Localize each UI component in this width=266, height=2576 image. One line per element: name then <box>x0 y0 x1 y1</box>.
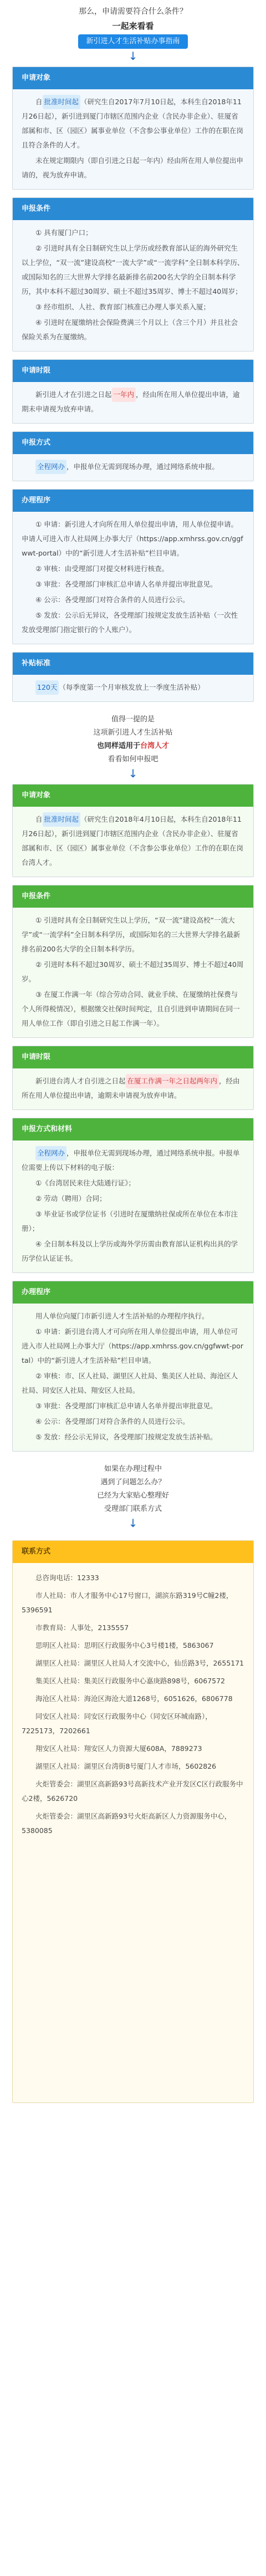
section-apply-target <box>12 67 254 190</box>
mid-line-4: 看看如何申报吧 <box>108 755 158 763</box>
contact-body <box>13 1563 253 2103</box>
contact-line: 海沧区人社局：海沧区海沧大道1268号，6051626，6806778 <box>35 1694 233 1703</box>
section-body <box>13 1141 253 1272</box>
paragraph <box>22 913 244 956</box>
paragraph <box>22 1207 244 1236</box>
text-segment: 用人单位向厦门市新引进人才生活补贴的办理程序执行。 <box>35 1312 209 1320</box>
paragraph <box>22 1176 244 1190</box>
section-body <box>13 1304 253 1451</box>
text-segment: ② 引进时具有全日制研究生以上学历或经教育部认证的海外研究生以上学位，“双一流”建设高校“一流大学”或“一流学科”全日制本科学历、或国际知名的三大世界大学排名最新排名前200名大学的全日制本科学历，其中本科不超过30周岁、硕士不超过35周岁、博士不超过40周岁； <box>22 244 244 296</box>
text-segment: ② 劳动（聘用）合同； <box>35 1194 106 1203</box>
paragraph <box>22 812 244 870</box>
bottom-line-4: 受理部门联系方式 <box>104 1505 162 1513</box>
section-tw-apply-target <box>12 784 254 877</box>
paragraph <box>22 958 244 986</box>
highlight-red-text: 一年内 <box>112 388 136 402</box>
text-segment: ② 审核：市、区人社局、湖里区人社局、集美区人社局、海沧区人社局、同安区人社局、翔安区人社局。 <box>22 1372 238 1394</box>
paragraph <box>22 1192 244 1206</box>
paragraph <box>22 241 244 299</box>
text-segment: ，经由所在用人单位提出申请，逾期未申请视为放弃申请。 <box>22 1077 240 1099</box>
paragraph <box>22 1399 244 1413</box>
paragraph <box>22 300 244 314</box>
mid-line-2: 这项新引进人才生活补贴 <box>93 729 173 737</box>
section-body <box>13 89 253 189</box>
text-segment: ④ 引进时在厦缴纳社会保险费满三个月以上（含三个月）并且社会保险关系为在厦缴纳。 <box>22 318 238 341</box>
paragraph <box>22 517 244 561</box>
highlight-text: 120天 <box>35 680 59 695</box>
contact-line: 火炬管委会：湖里区高新路93号火炬高新区人力资源服务中心，5380085 <box>22 1812 232 1835</box>
text-segment: ④ 全日制本科及以上学历或海外学历需由教育部认证机构出具的学历学位认证证书。 <box>22 1240 238 1262</box>
paragraph <box>22 1369 244 1398</box>
section-title: 联系方式 <box>13 1541 253 1563</box>
text-segment: ，申报单位无需到现场办理，通过网络系统申报。 <box>66 462 219 471</box>
text-segment: ④ 公示：各受理部门对符合条件的人员进行公示。 <box>35 595 190 604</box>
section-body <box>13 512 253 644</box>
intro-look: 一起来看看 <box>112 21 154 31</box>
text-segment: 自 <box>35 98 43 106</box>
text-segment: ① 申请：新引进人才向所在用人单位提出申请，用人单位提申请。申请人可进入市人社局网上办事大厅（https://app.xmhrss.gov.cn/ggfwwt-portal）中的“新引进人才生活补贴”栏目申请。 <box>22 520 243 557</box>
section-body <box>13 454 253 481</box>
paragraph <box>22 562 244 576</box>
intro-question: 那么，申请需要符合什么条件？ <box>79 7 187 16</box>
text-segment: ② 引进时本科不超过30周岁、硕士不超过35周岁、博士不超过40周岁。 <box>22 960 244 983</box>
paragraph <box>22 1309 244 1323</box>
paragraph <box>22 315 244 344</box>
paragraph <box>22 1430 244 1444</box>
paragraph <box>22 577 244 592</box>
text-segment: ，经由所在用人单位提出申请，逾期未申请视为放弃申请。 <box>22 390 240 413</box>
paragraph <box>22 95 244 152</box>
contact-line: 火炬管委会：湖里区高新路93号高新技术产业开发区C区行政服务中心2楼，5626720 <box>22 1780 243 1803</box>
text-segment: （每季度第一个月审核发放上一季度生活补贴） <box>59 683 204 691</box>
section-method <box>12 431 254 481</box>
section-body <box>13 220 253 351</box>
paragraph <box>22 608 244 637</box>
contact-line: 同安区人社局：同安区行政服务中心（同安区环城南路），7225173，7202661 <box>22 1712 212 1735</box>
down-arrow-icon: ↓ <box>128 1516 138 1530</box>
contact-line: 总咨询电话：12333 <box>35 1574 99 1582</box>
section-title: 申报方式 <box>13 432 253 454</box>
highlight-red-text: 在厦工作满一年之日起两年内 <box>126 1074 219 1088</box>
contact-line: 市教育局：人事处，2135557 <box>35 1623 129 1632</box>
paragraph <box>22 1146 244 1175</box>
section-title: 申报方式和材料 <box>13 1118 253 1141</box>
text-segment: 新引进人才在引进之日起 <box>35 390 112 399</box>
text-segment: ⑤ 发放：经公示无异议，各受理部门按规定发放生活补贴。 <box>35 1433 217 1441</box>
section-title: 申请时限 <box>13 360 253 382</box>
text-segment: （研究生自2017年7月10日起，本科生自2018年11月26日起），新引进到厦门市辖区范围内企业（含民办非企业）、驻厦省部属和市、区（园区）属事业单位（不含参公事业单位）工作的在职在岗且符合条件的人才。 <box>22 98 244 149</box>
text-segment: ①《台湾居民来往大陆通行证》； <box>35 1179 135 1187</box>
section-body <box>13 1068 253 1109</box>
text-segment: ③ 审批：各受理部门审核汇总申请人名单并提出审批意见。 <box>35 580 217 588</box>
contact-intro <box>0 1452 266 1531</box>
text-segment: ③ 审批：各受理部门审核汇总申请人名单并提出审批意见。 <box>35 1402 217 1410</box>
section-tw-procedure <box>12 1281 254 1452</box>
contact-line: 翔安区人社局：翔安区人力资源大厦608A，7889273 <box>35 1744 202 1753</box>
contact-line: 思明区人社局：思明区行政服务中心3号楼1楼，5863067 <box>35 1641 214 1650</box>
section-title: 办理程序 <box>13 490 253 512</box>
text-segment: ① 申请：新引进台湾人才可向所在用人单位提出申请，用人单位可进入市人社局网上办事大厅（https://app.xmhrss.gov.cn/ggfwwt-portal）中的“新引进人才生活补贴”栏目申请。 <box>22 1327 244 1365</box>
down-arrow-icon: ↓ <box>128 49 138 63</box>
text-segment: ③ 毕业证书或学位证书（引进时在厦缴纳社保或所在单位在本市注册）； <box>22 1210 238 1233</box>
section-body <box>13 675 253 701</box>
guide-pill: 新引进人才生活补贴办事指南 <box>78 34 187 49</box>
section-standard <box>12 652 254 702</box>
section-title: 申请对象 <box>13 67 253 89</box>
section-tw-method <box>12 1118 254 1273</box>
text-segment: 自 <box>35 815 43 823</box>
text-segment: ，申报单位无需到现场办理，通过网络系统申报。申报单位需要上传以下材料的电子版： <box>22 1149 240 1172</box>
bottom-line-3: 已经为大家贴心整理好 <box>96 1491 169 1500</box>
contact-line: 集美区人社局：集美区行政服务中心嘉庚路898号，6067572 <box>35 1677 226 1685</box>
section-title: 申报条件 <box>13 198 253 220</box>
text-segment: （研究生自2018年4月10日起，本科生自2018年11月26日起），新引进到厦门市辖区范围内企业（含民办非企业）、驻厦省部属和市、区（园区）属事业单位（不含参公事业单位）工作的在职在岗台湾人才。 <box>22 815 244 867</box>
paragraph <box>22 593 244 607</box>
text-segment: ① 具有厦门户口； <box>35 228 93 237</box>
paragraph <box>22 1414 244 1429</box>
text-segment: ③ 经市组织、人社、教育部门核准已办理人事关系入厦； <box>35 303 211 311</box>
section-title: 办理程序 <box>13 1281 253 1304</box>
section-time-limit <box>12 359 254 424</box>
text-segment: ④ 公示：各受理部门对符合条件的人员进行公示。 <box>35 1417 190 1426</box>
paragraph <box>22 226 244 240</box>
paragraph <box>22 987 244 1031</box>
text-segment: ③ 在厦工作满一年（综合劳动合同、就业手续、在厦缴纳社保费与个人所得税情况），根据缴交社保时间判定，且自引进到申请期间在同一用人单位工作（即自引进之日起工作满一年）。 <box>22 990 240 1027</box>
paragraph <box>22 1074 244 1103</box>
paragraph <box>22 154 244 182</box>
footer-space <box>0 2103 266 2147</box>
paragraph <box>22 1325 244 1368</box>
text-segment: 新引进台湾人才自引进之日起 <box>35 1077 126 1085</box>
section-body <box>13 382 253 423</box>
text-segment: ⑤ 发放：公示后无异议，各受理部门按规定发放生活补贴（一次性发放受理部门指定银行的个人账户）。 <box>22 611 238 634</box>
section-title: 补贴标准 <box>13 653 253 675</box>
intro <box>0 0 266 64</box>
contact-line: 湖里区人社局：湖里区台湾街8号厦门人才市场，5602826 <box>35 1762 217 1770</box>
highlight-text: 批准时间起 <box>43 95 81 109</box>
section-title: 申报条件 <box>13 885 253 908</box>
section-conditions <box>12 197 254 352</box>
text-segment: ① 引进时具有全日制研究生以上学历，“双一流”建设高校“一流大学”或“一流学科”全日制本科学历，或国际知名的三大世界大学排名最新排名前200名大学的全日制本科学历。 <box>22 916 241 953</box>
section-title: 申请时限 <box>13 1046 253 1068</box>
text-segment: ② 审核：由受理部门对提交材料进行核查。 <box>35 564 169 573</box>
paragraph <box>22 388 244 416</box>
taiwan-intro <box>0 702 266 782</box>
contact-line: 湖里区人社局：湖里区人社局人才交流中心，仙岳路3号，2655171 <box>35 1659 244 1667</box>
mid-line-3: 也同样适用于台湾人才 <box>96 742 170 750</box>
paragraph <box>22 1237 244 1266</box>
section-tw-time-limit <box>12 1046 254 1110</box>
section-body <box>13 807 253 877</box>
section-procedure <box>12 489 254 644</box>
highlight-text: 批准时间起 <box>43 812 81 827</box>
paragraph <box>22 680 244 695</box>
highlight-text: 全程网办 <box>35 1146 66 1160</box>
paragraph <box>22 460 244 474</box>
text-segment: 未在规定期限内（即自引进之日起一年内）经由所在用人单位提出申请的，视为放弃申请。 <box>22 156 244 179</box>
bottom-line-2: 遇到了问题怎么办？ <box>100 1478 166 1486</box>
bottom-line-1: 如果在办理过程中 <box>104 1465 162 1473</box>
section-body <box>13 908 253 1037</box>
section-title: 申请对象 <box>13 785 253 807</box>
highlight-text: 全程网办 <box>35 460 66 474</box>
mid-line-1: 值得一提的是 <box>111 715 155 724</box>
contact-line: 市人社局：市人才服务中心17号窗口，湖滨东路319号C幢2楼，5396591 <box>22 1591 233 1614</box>
down-arrow-icon: ↓ <box>128 767 138 780</box>
section-tw-conditions <box>12 885 254 1038</box>
section-contact <box>12 1540 254 2103</box>
